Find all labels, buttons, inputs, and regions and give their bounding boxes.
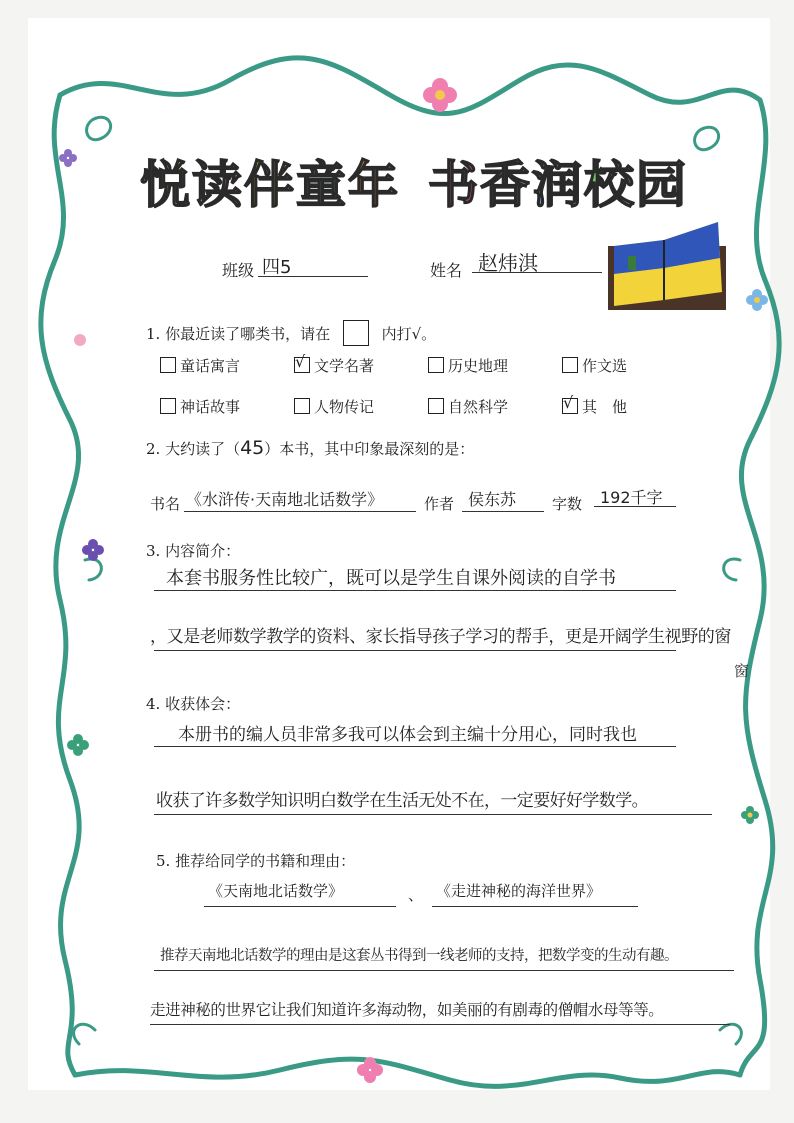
q1-option-label: 历史地理: [448, 357, 509, 375]
q1-option-label: 文学名著: [314, 357, 375, 375]
q1-option[interactable]: [160, 355, 240, 376]
q5-book1: 《天南地北话数学》: [208, 882, 344, 900]
q1-option[interactable]: [294, 396, 374, 417]
q4-line2: 收获了许多数学知识明白数学在生活无处不在，一定要好好学数学。: [156, 791, 648, 811]
words-underline: [594, 506, 676, 507]
class-value: 四5: [262, 257, 292, 278]
name-underline: [472, 272, 602, 273]
q3-heading: 3. 内容简介：: [146, 542, 241, 560]
book-value: 《水浒传·天南地北话数学》: [186, 490, 384, 509]
q3-underline-1: [154, 590, 676, 591]
class-label: 班级: [222, 261, 255, 280]
q1-option-label: 神话故事: [180, 398, 241, 416]
q2-prompt-before: 2. 大约读了（: [146, 440, 241, 458]
q2-prompt: [146, 437, 474, 459]
q1-prompt-after: 内打√。: [381, 325, 437, 343]
q1-option[interactable]: [562, 355, 627, 376]
q1-prompt-before: 1. 你最近读了哪类书，请在: [146, 325, 331, 343]
q5-book2: 《走进神秘的海洋世界》: [436, 882, 602, 900]
q5-heading: 5. 推荐给同学的书籍和理由：: [156, 852, 356, 870]
title-char: 香: [480, 156, 532, 214]
author-underline: [462, 511, 544, 512]
q4-heading: 4. 收获体会：: [146, 695, 241, 713]
title-char: 童: [296, 156, 348, 214]
q5-underline-2: [150, 1024, 730, 1025]
title-char: 园: [636, 156, 688, 214]
q4-underline-2: [154, 814, 712, 815]
book-label: 书名: [150, 495, 181, 513]
checkmark-icon: √: [295, 352, 306, 371]
q1-option[interactable]: [428, 396, 508, 417]
q5-book1-underline: [204, 906, 396, 907]
q1-option-label: 人物传记: [314, 398, 375, 416]
q5-line1: 推荐天南地北话数学的理由是这套丛书得到一线老师的支持，把数学变的生动有趣。: [160, 948, 678, 964]
q1-option[interactable]: [294, 352, 375, 376]
q1-option[interactable]: [562, 393, 628, 417]
author-value: 侯东苏: [468, 490, 517, 509]
q2-count: 45: [240, 437, 265, 459]
words-value: 192千字: [600, 488, 663, 507]
q1-option-label: 童话寓言: [180, 357, 241, 375]
title-char: 悦: [140, 156, 192, 214]
q1-sample-checkbox: [343, 320, 369, 346]
q1-option-checkbox[interactable]: [160, 357, 176, 373]
q5-book2-underline: [432, 906, 638, 907]
q1-prompt: [146, 320, 436, 346]
title-char: 年: [348, 156, 400, 214]
words-label: 字数: [552, 495, 583, 513]
q1-option[interactable]: [428, 355, 508, 376]
name-label: 姓名: [430, 261, 463, 280]
q3-line2-extra: 窗: [734, 662, 750, 680]
q3-line1: 本套书服务性比较广，既可以是学生自课外阅读的自学书: [166, 568, 616, 589]
q1-option-checkbox[interactable]: [562, 357, 578, 373]
title-char: 读: [192, 156, 244, 214]
q5-separator: 、: [408, 886, 424, 904]
q2-prompt-after: ）本书，其中印象最深刻的是：: [264, 440, 475, 458]
q1-option-checkbox[interactable]: [428, 357, 444, 373]
q1-option-checkbox[interactable]: [562, 393, 578, 414]
title-char: 书: [428, 156, 480, 214]
q1-option-checkbox[interactable]: [294, 398, 310, 414]
q3-underline-2: [154, 650, 676, 651]
q1-option-label: 其 他: [582, 398, 628, 416]
q1-option[interactable]: [160, 396, 240, 417]
q5-underline-1: [154, 970, 734, 971]
author-label: 作者: [424, 495, 455, 513]
q4-underline-1: [154, 746, 676, 747]
q1-option-checkbox[interactable]: [160, 398, 176, 414]
name-value: 赵炜淇: [478, 251, 538, 275]
book-underline: [184, 511, 416, 512]
q1-option-checkbox[interactable]: [428, 398, 444, 414]
title-char: 润: [532, 156, 584, 214]
q5-line2: 走进神秘的世界它让我们知道许多海动物，如美丽的有剧毒的僧帽水母等等。: [150, 1001, 664, 1019]
page-title: [140, 145, 688, 217]
q3-line2: ，又是老师数学教学的资料、家长指导孩子学习的帮手，更是开阔学生视野的窗: [150, 627, 731, 647]
q1-option-checkbox[interactable]: [294, 352, 310, 373]
q1-option-label: 作文选: [582, 357, 628, 375]
q1-option-label: 自然科学: [448, 398, 509, 416]
title-char: 伴: [244, 156, 296, 214]
class-underline: [258, 276, 368, 277]
q4-line1: 本册书的编人员非常多我可以体会到主编十分用心，同时我也: [178, 725, 637, 745]
checkmark-icon: √: [563, 393, 574, 412]
title-char: 校: [584, 156, 636, 214]
